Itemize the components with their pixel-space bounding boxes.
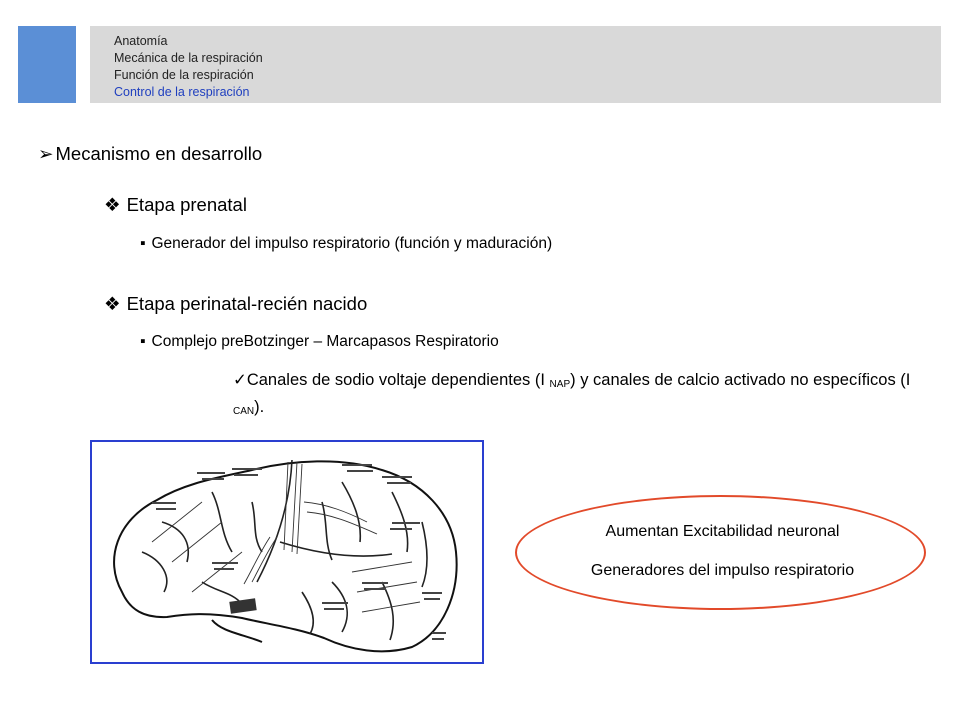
square-bullet-icon: ▪	[140, 333, 146, 350]
diamond-bullet-icon: ❖	[104, 293, 121, 314]
channels-sub-nap: NAP	[549, 379, 571, 390]
arrow-bullet-icon: ➢	[38, 143, 54, 164]
nav-item-funcion[interactable]: Función de la respiración	[114, 68, 254, 82]
stage-prenatal-text: Etapa prenatal	[126, 194, 247, 215]
stage-perinatal-text: Etapa perinatal-recién nacido	[126, 293, 368, 314]
stage-perinatal	[104, 293, 367, 315]
channels-part-a: Canales de sodio voltaje dependientes (I	[246, 371, 550, 389]
diamond-bullet-icon: ❖	[104, 194, 121, 215]
heading-text: Mecanismo en desarrollo	[55, 143, 263, 164]
check-bullet-icon: ✓	[233, 371, 247, 389]
nav-item-control-active[interactable]: Control de la respiración	[114, 85, 250, 99]
stage-perinatal-item	[140, 333, 499, 351]
callout-oval	[515, 495, 926, 610]
callout-line-2: Generadores del impulso respiratorio	[590, 562, 855, 579]
nav-item-mecanica[interactable]: Mecánica de la respiración	[114, 51, 263, 65]
section-nav	[114, 33, 263, 101]
heading-line	[38, 143, 262, 165]
channels-text	[233, 369, 913, 423]
channels-sub-can: CAN	[233, 406, 255, 417]
brain-figure	[90, 440, 484, 664]
nav-item-anatomia[interactable]: Anatomía	[114, 34, 168, 48]
stage-perinatal-item-text: Complejo preBotzinger – Marcapasos Respiratorio	[151, 333, 499, 350]
brain-drawing	[92, 442, 482, 662]
square-bullet-icon: ▪	[140, 235, 146, 252]
accent-square	[18, 26, 76, 103]
stage-prenatal-item	[140, 235, 552, 253]
stage-prenatal-item-text: Generador del impulso respiratorio (función y maduración)	[151, 235, 553, 252]
callout-line-1: Aumentan Excitabilidad neuronal	[605, 523, 840, 540]
stage-prenatal	[104, 194, 247, 216]
channels-part-b: ) y canales de calcio activado no específicos (I	[570, 371, 911, 389]
channels-part-c: ).	[254, 398, 265, 416]
